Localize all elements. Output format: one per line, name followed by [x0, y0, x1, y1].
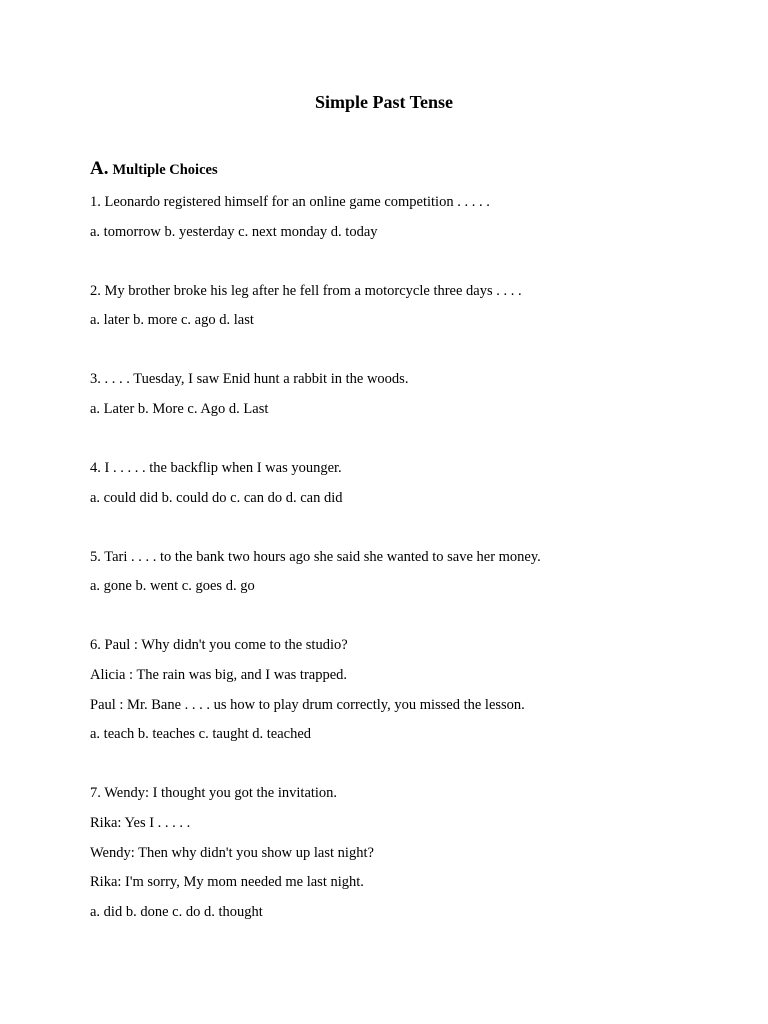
question-7 — [90, 779, 730, 927]
answer-options: a. Later b. More c. Ago d. Last — [90, 400, 269, 417]
question-text: 6. Paul : Why didn't you come to the studio? — [90, 637, 348, 654]
question-text: 5. Tari . . . . to the bank two hours ago she said she wanted to save her money. — [90, 548, 541, 565]
question-6 — [90, 631, 730, 749]
dialogue-line: Rika: I'm sorry, My mom needed me last night. — [90, 874, 364, 891]
page-title: Simple Past Tense — [314, 92, 454, 112]
question-4 — [90, 454, 730, 513]
answer-options: a. later b. more c. ago d. last — [90, 312, 254, 329]
answer-options: a. did b. done c. do d. thought — [90, 903, 263, 920]
question-2 — [90, 277, 730, 336]
question-5 — [90, 543, 730, 602]
dialogue-line: Alicia : The rain was big, and I was trapped. — [90, 667, 348, 684]
answer-options: a. teach b. teaches c. taught d. teached — [90, 726, 312, 743]
question-text: 4. I . . . . . the backflip when I was younger. — [90, 460, 342, 477]
question-text: 1. Leonardo registered himself for an online game competition . . . . . — [90, 194, 490, 210]
question-list — [90, 188, 730, 957]
dialogue-line: Rika: Yes I . . . . . — [90, 814, 191, 831]
dialogue-line: Wendy: Then why didn't you show up last night? — [90, 844, 374, 861]
dialogue-line: Paul : Mr. Bane . . . . us how to play drum correctly, you missed the lesson. — [90, 696, 525, 713]
question-text: 3. . . . . Tuesday, I saw Enid hunt a rabbit in the woods. — [90, 371, 409, 388]
section-letter: A. — [90, 158, 109, 179]
question-text: 2. My brother broke his leg after he fell from a motorcycle three days . . . . — [90, 282, 522, 299]
question-text: 7. Wendy: I thought you got the invitation. — [90, 785, 338, 802]
answer-options: a. gone b. went c. goes d. go — [90, 578, 255, 595]
question-1 — [90, 188, 730, 247]
question-3 — [90, 365, 730, 424]
answer-options: a. could did b. could do c. can do d. can did — [90, 489, 343, 506]
answer-options: a. tomorrow b. yesterday c. next monday d. today — [90, 223, 378, 240]
section-title: Multiple Choices — [112, 162, 218, 178]
section-heading — [90, 157, 218, 182]
